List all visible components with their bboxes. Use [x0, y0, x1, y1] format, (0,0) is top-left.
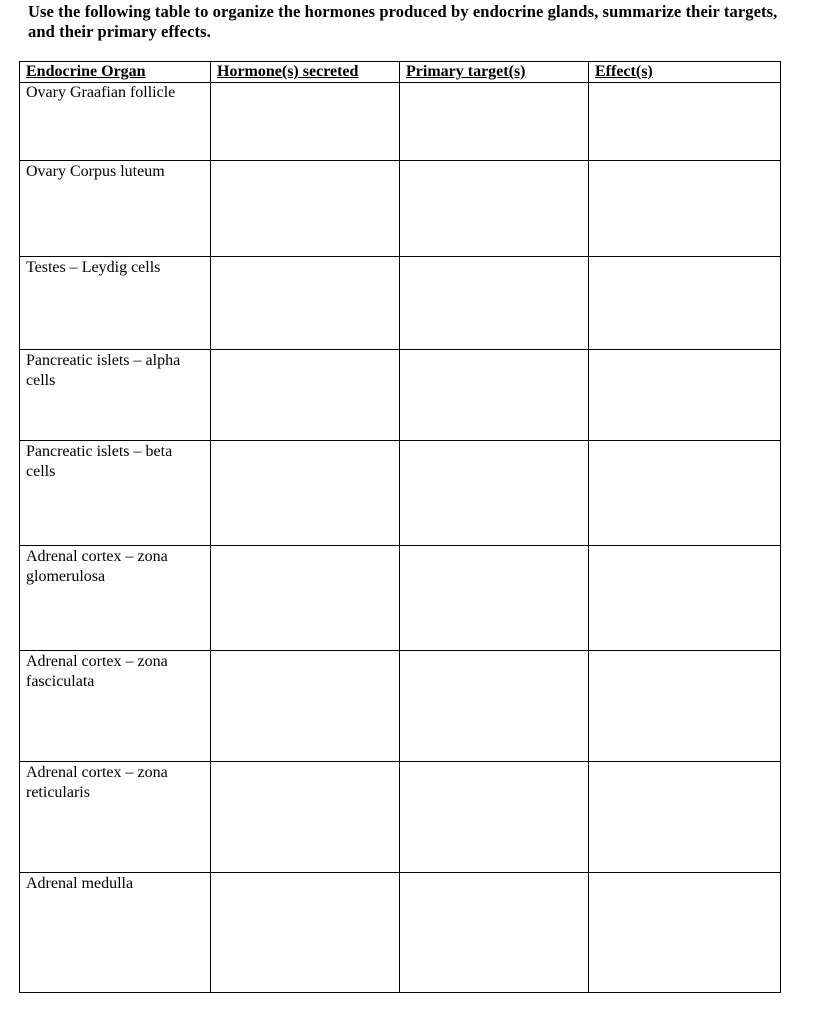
effects-cell[interactable] [589, 441, 781, 546]
table-row [20, 546, 781, 651]
hormone-table [19, 61, 781, 993]
organ-cell: Adrenal cortex – zona glomerulosa [20, 546, 211, 651]
table-row [20, 651, 781, 762]
header-endocrine-organ: Endocrine Organ [20, 62, 211, 83]
organ-cell: Adrenal medulla [20, 873, 211, 993]
hormones-cell[interactable] [211, 83, 400, 161]
hormones-cell[interactable] [211, 161, 400, 257]
targets-cell[interactable] [400, 651, 589, 762]
effects-cell[interactable] [589, 546, 781, 651]
organ-cell: Adrenal cortex – zona fasciculata [20, 651, 211, 762]
targets-cell[interactable] [400, 257, 589, 350]
targets-cell[interactable] [400, 873, 589, 993]
table-row [20, 441, 781, 546]
table-row [20, 83, 781, 161]
hormones-cell[interactable] [211, 873, 400, 993]
hormones-cell[interactable] [211, 257, 400, 350]
hormones-cell[interactable] [211, 350, 400, 441]
organ-cell: Ovary Corpus luteum [20, 161, 211, 257]
hormones-cell[interactable] [211, 651, 400, 762]
effects-cell[interactable] [589, 651, 781, 762]
table-row [20, 161, 781, 257]
instructions-text: Use the following table to organize the hormones produced by endocrine glands, summarize their targets, and their primary effects. [28, 2, 778, 41]
targets-cell[interactable] [400, 161, 589, 257]
organ-cell: Adrenal cortex – zona reticularis [20, 762, 211, 873]
header-primary-targets: Primary target(s) [400, 62, 589, 83]
header-hormones-secreted: Hormone(s) secreted [211, 62, 400, 83]
table-row [20, 257, 781, 350]
targets-cell[interactable] [400, 350, 589, 441]
table-row [20, 350, 781, 441]
table-row [20, 873, 781, 993]
organ-cell: Testes – Leydig cells [20, 257, 211, 350]
targets-cell[interactable] [400, 83, 589, 161]
effects-cell[interactable] [589, 350, 781, 441]
organ-cell: Pancreatic islets – beta cells [20, 441, 211, 546]
targets-cell[interactable] [400, 546, 589, 651]
header-row [20, 62, 781, 83]
targets-cell[interactable] [400, 441, 589, 546]
effects-cell[interactable] [589, 83, 781, 161]
effects-cell[interactable] [589, 873, 781, 993]
organ-cell: Ovary Graafian follicle [20, 83, 211, 161]
organ-cell: Pancreatic islets – alpha cells [20, 350, 211, 441]
effects-cell[interactable] [589, 762, 781, 873]
effects-cell[interactable] [589, 257, 781, 350]
hormones-cell[interactable] [211, 441, 400, 546]
header-effects: Effect(s) [589, 62, 781, 83]
hormones-cell[interactable] [211, 762, 400, 873]
targets-cell[interactable] [400, 762, 589, 873]
effects-cell[interactable] [589, 161, 781, 257]
table-row [20, 762, 781, 873]
hormones-cell[interactable] [211, 546, 400, 651]
